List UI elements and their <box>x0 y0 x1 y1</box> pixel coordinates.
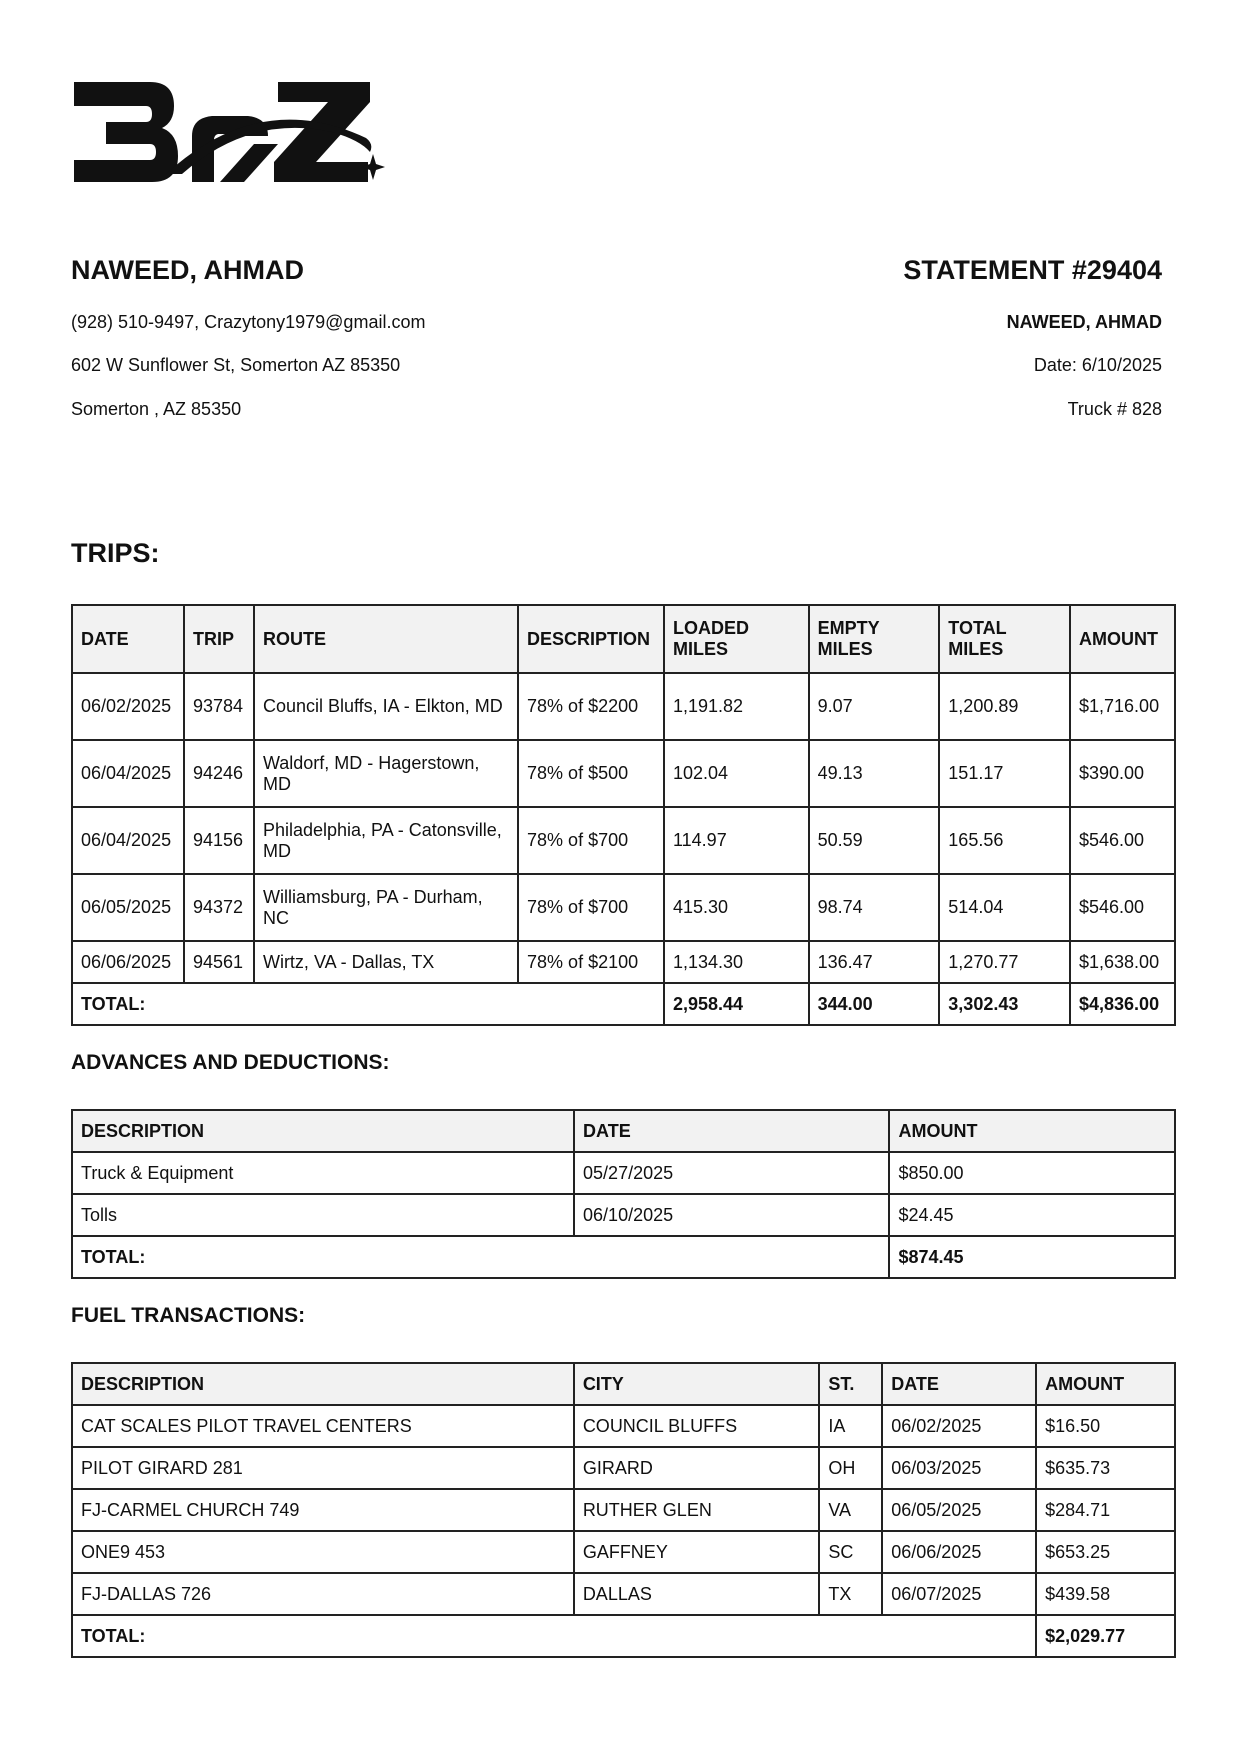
fuel-col-city: CITY <box>574 1363 820 1405</box>
table-row <box>72 941 1175 983</box>
fuel-city: DALLAS <box>574 1573 820 1615</box>
trip-description: 78% of $700 <box>518 807 664 874</box>
fuel-heading: FUEL TRANSACTIONS: <box>71 1304 306 1327</box>
trips-table <box>71 604 1176 1026</box>
advances-col-description: DESCRIPTION <box>72 1110 574 1152</box>
advance-date: 05/27/2025 <box>574 1152 889 1194</box>
fuel-col-state: ST. <box>819 1363 882 1405</box>
trip-date: 06/04/2025 <box>72 807 184 874</box>
brz-logo <box>70 78 390 198</box>
fuel-amount: $284.71 <box>1036 1489 1175 1531</box>
advances-total-row <box>72 1236 1175 1278</box>
trips-total-amount: $4,836.00 <box>1070 983 1175 1025</box>
trip-date: 06/06/2025 <box>72 941 184 983</box>
fuel-date: 06/02/2025 <box>882 1405 1036 1447</box>
fuel-city: RUTHER GLEN <box>574 1489 820 1531</box>
trips-total-label: TOTAL: <box>72 983 664 1025</box>
trip-total-miles: 1,200.89 <box>939 673 1070 740</box>
fuel-amount: $635.73 <box>1036 1447 1175 1489</box>
driver-contact: (928) 510-9497, Crazytony1979@gmail.com <box>71 312 426 332</box>
fuel-amount: $653.25 <box>1036 1531 1175 1573</box>
fuel-amount: $439.58 <box>1036 1573 1175 1615</box>
trip-loaded-miles: 1,134.30 <box>664 941 809 983</box>
advances-total-amount: $874.45 <box>889 1236 1175 1278</box>
fuel-col-amount: AMOUNT <box>1036 1363 1175 1405</box>
advances-col-date: DATE <box>574 1110 889 1152</box>
fuel-city: GAFFNEY <box>574 1531 820 1573</box>
trip-amount: $546.00 <box>1070 874 1175 941</box>
trip-amount: $1,716.00 <box>1070 673 1175 740</box>
table-row <box>72 1573 1175 1615</box>
fuel-date: 06/07/2025 <box>882 1573 1036 1615</box>
table-row <box>72 740 1175 807</box>
fuel-table <box>71 1362 1176 1658</box>
trip-route: Philadelphia, PA - Catonsville, MD <box>254 807 518 874</box>
trip-description: 78% of $500 <box>518 740 664 807</box>
trip-route: Council Bluffs, IA - Elkton, MD <box>254 673 518 740</box>
trip-amount: $546.00 <box>1070 807 1175 874</box>
trip-empty-miles: 50.59 <box>809 807 940 874</box>
trip-route: Williamsburg, PA - Durham, NC <box>254 874 518 941</box>
fuel-date: 06/05/2025 <box>882 1489 1036 1531</box>
trip-total-miles: 151.17 <box>939 740 1070 807</box>
fuel-description: FJ-CARMEL CHURCH 749 <box>72 1489 574 1531</box>
fuel-date: 06/03/2025 <box>882 1447 1036 1489</box>
trips-col-route: ROUTE <box>254 605 518 673</box>
advances-table <box>71 1109 1176 1279</box>
trip-total-miles: 165.56 <box>939 807 1070 874</box>
fuel-state: TX <box>819 1573 882 1615</box>
trips-col-date: DATE <box>72 605 184 673</box>
logo-letter-r-leg <box>220 144 278 182</box>
driver-address-line-2: Somerton , AZ 85350 <box>71 399 242 419</box>
trip-empty-miles: 9.07 <box>809 673 940 740</box>
statement-date: Date: 6/10/2025 <box>1033 355 1162 375</box>
trip-amount: $1,638.00 <box>1070 941 1175 983</box>
statement-title: STATEMENT #29404 <box>903 255 1162 285</box>
trip-route: Wirtz, VA - Dallas, TX <box>254 941 518 983</box>
trips-heading: TRIPS: <box>71 538 160 568</box>
fuel-description: CAT SCALES PILOT TRAVEL CENTERS <box>72 1405 574 1447</box>
statement-driver-name: NAWEED, AHMAD <box>1006 312 1162 332</box>
fuel-description: FJ-DALLAS 726 <box>72 1573 574 1615</box>
trip-number: 94246 <box>184 740 254 807</box>
trip-total-miles: 1,270.77 <box>939 941 1070 983</box>
driver-name-heading: NAWEED, AHMAD <box>71 255 304 285</box>
trips-total-empty: 344.00 <box>809 983 940 1025</box>
advance-amount: $24.45 <box>889 1194 1175 1236</box>
trip-loaded-miles: 1,191.82 <box>664 673 809 740</box>
fuel-state: VA <box>819 1489 882 1531</box>
fuel-amount: $16.50 <box>1036 1405 1175 1447</box>
logo-letter-b <box>74 82 178 182</box>
fuel-description: ONE9 453 <box>72 1531 574 1573</box>
table-row <box>72 1447 1175 1489</box>
fuel-date: 06/06/2025 <box>882 1531 1036 1573</box>
trip-description: 78% of $2200 <box>518 673 664 740</box>
table-row <box>72 1531 1175 1573</box>
table-row <box>72 874 1175 941</box>
fuel-description: PILOT GIRARD 281 <box>72 1447 574 1489</box>
advances-header-row <box>72 1110 1175 1152</box>
table-row <box>72 1489 1175 1531</box>
fuel-city: GIRARD <box>574 1447 820 1489</box>
advance-description: Tolls <box>72 1194 574 1236</box>
driver-address-line-1: 602 W Sunflower St, Somerton AZ 85350 <box>71 355 401 375</box>
trip-empty-miles: 49.13 <box>809 740 940 807</box>
table-row <box>72 1152 1175 1194</box>
trip-date: 06/05/2025 <box>72 874 184 941</box>
fuel-total-row <box>72 1615 1175 1657</box>
trip-empty-miles: 98.74 <box>809 874 940 941</box>
trip-total-miles: 514.04 <box>939 874 1070 941</box>
trip-date: 06/04/2025 <box>72 740 184 807</box>
fuel-total-label: TOTAL: <box>72 1615 1036 1657</box>
trip-date: 06/02/2025 <box>72 673 184 740</box>
table-row <box>72 807 1175 874</box>
advance-description: Truck & Equipment <box>72 1152 574 1194</box>
fuel-state: SC <box>819 1531 882 1573</box>
trips-col-empty-miles: EMPTY MILES <box>809 605 940 673</box>
trip-number: 93784 <box>184 673 254 740</box>
fuel-header-row <box>72 1363 1175 1405</box>
advances-total-label: TOTAL: <box>72 1236 889 1278</box>
trip-number: 94561 <box>184 941 254 983</box>
trip-loaded-miles: 415.30 <box>664 874 809 941</box>
advance-amount: $850.00 <box>889 1152 1175 1194</box>
trips-col-trip: TRIP <box>184 605 254 673</box>
statement-truck: Truck # 828 <box>1067 399 1162 419</box>
trips-col-total-miles: TOTAL MILES <box>939 605 1070 673</box>
fuel-city: COUNCIL BLUFFS <box>574 1405 820 1447</box>
trip-empty-miles: 136.47 <box>809 941 940 983</box>
advances-col-amount: AMOUNT <box>889 1110 1175 1152</box>
advance-date: 06/10/2025 <box>574 1194 889 1236</box>
logo-text: BRZ <box>70 78 72 79</box>
advances-heading: ADVANCES AND DEDUCTIONS: <box>71 1051 390 1074</box>
table-row <box>72 1405 1175 1447</box>
trip-route: Waldorf, MD - Hagerstown, MD <box>254 740 518 807</box>
trips-total-miles: 3,302.43 <box>939 983 1070 1025</box>
fuel-col-date: DATE <box>882 1363 1036 1405</box>
trip-number: 94156 <box>184 807 254 874</box>
trip-loaded-miles: 114.97 <box>664 807 809 874</box>
trips-col-description: DESCRIPTION <box>518 605 664 673</box>
trips-col-amount: AMOUNT <box>1070 605 1175 673</box>
table-row <box>72 673 1175 740</box>
trips-total-row <box>72 983 1175 1025</box>
trip-number: 94372 <box>184 874 254 941</box>
trip-description: 78% of $2100 <box>518 941 664 983</box>
table-row <box>72 1194 1175 1236</box>
trip-loaded-miles: 102.04 <box>664 740 809 807</box>
fuel-col-description: DESCRIPTION <box>72 1363 574 1405</box>
fuel-state: IA <box>819 1405 882 1447</box>
trips-col-loaded-miles: LOADED MILES <box>664 605 809 673</box>
trip-description: 78% of $700 <box>518 874 664 941</box>
fuel-total-amount: $2,029.77 <box>1036 1615 1175 1657</box>
trip-amount: $390.00 <box>1070 740 1175 807</box>
fuel-state: OH <box>819 1447 882 1489</box>
trips-total-loaded: 2,958.44 <box>664 983 809 1025</box>
logo-letter-z <box>274 82 370 182</box>
trips-header-row <box>72 605 1175 673</box>
